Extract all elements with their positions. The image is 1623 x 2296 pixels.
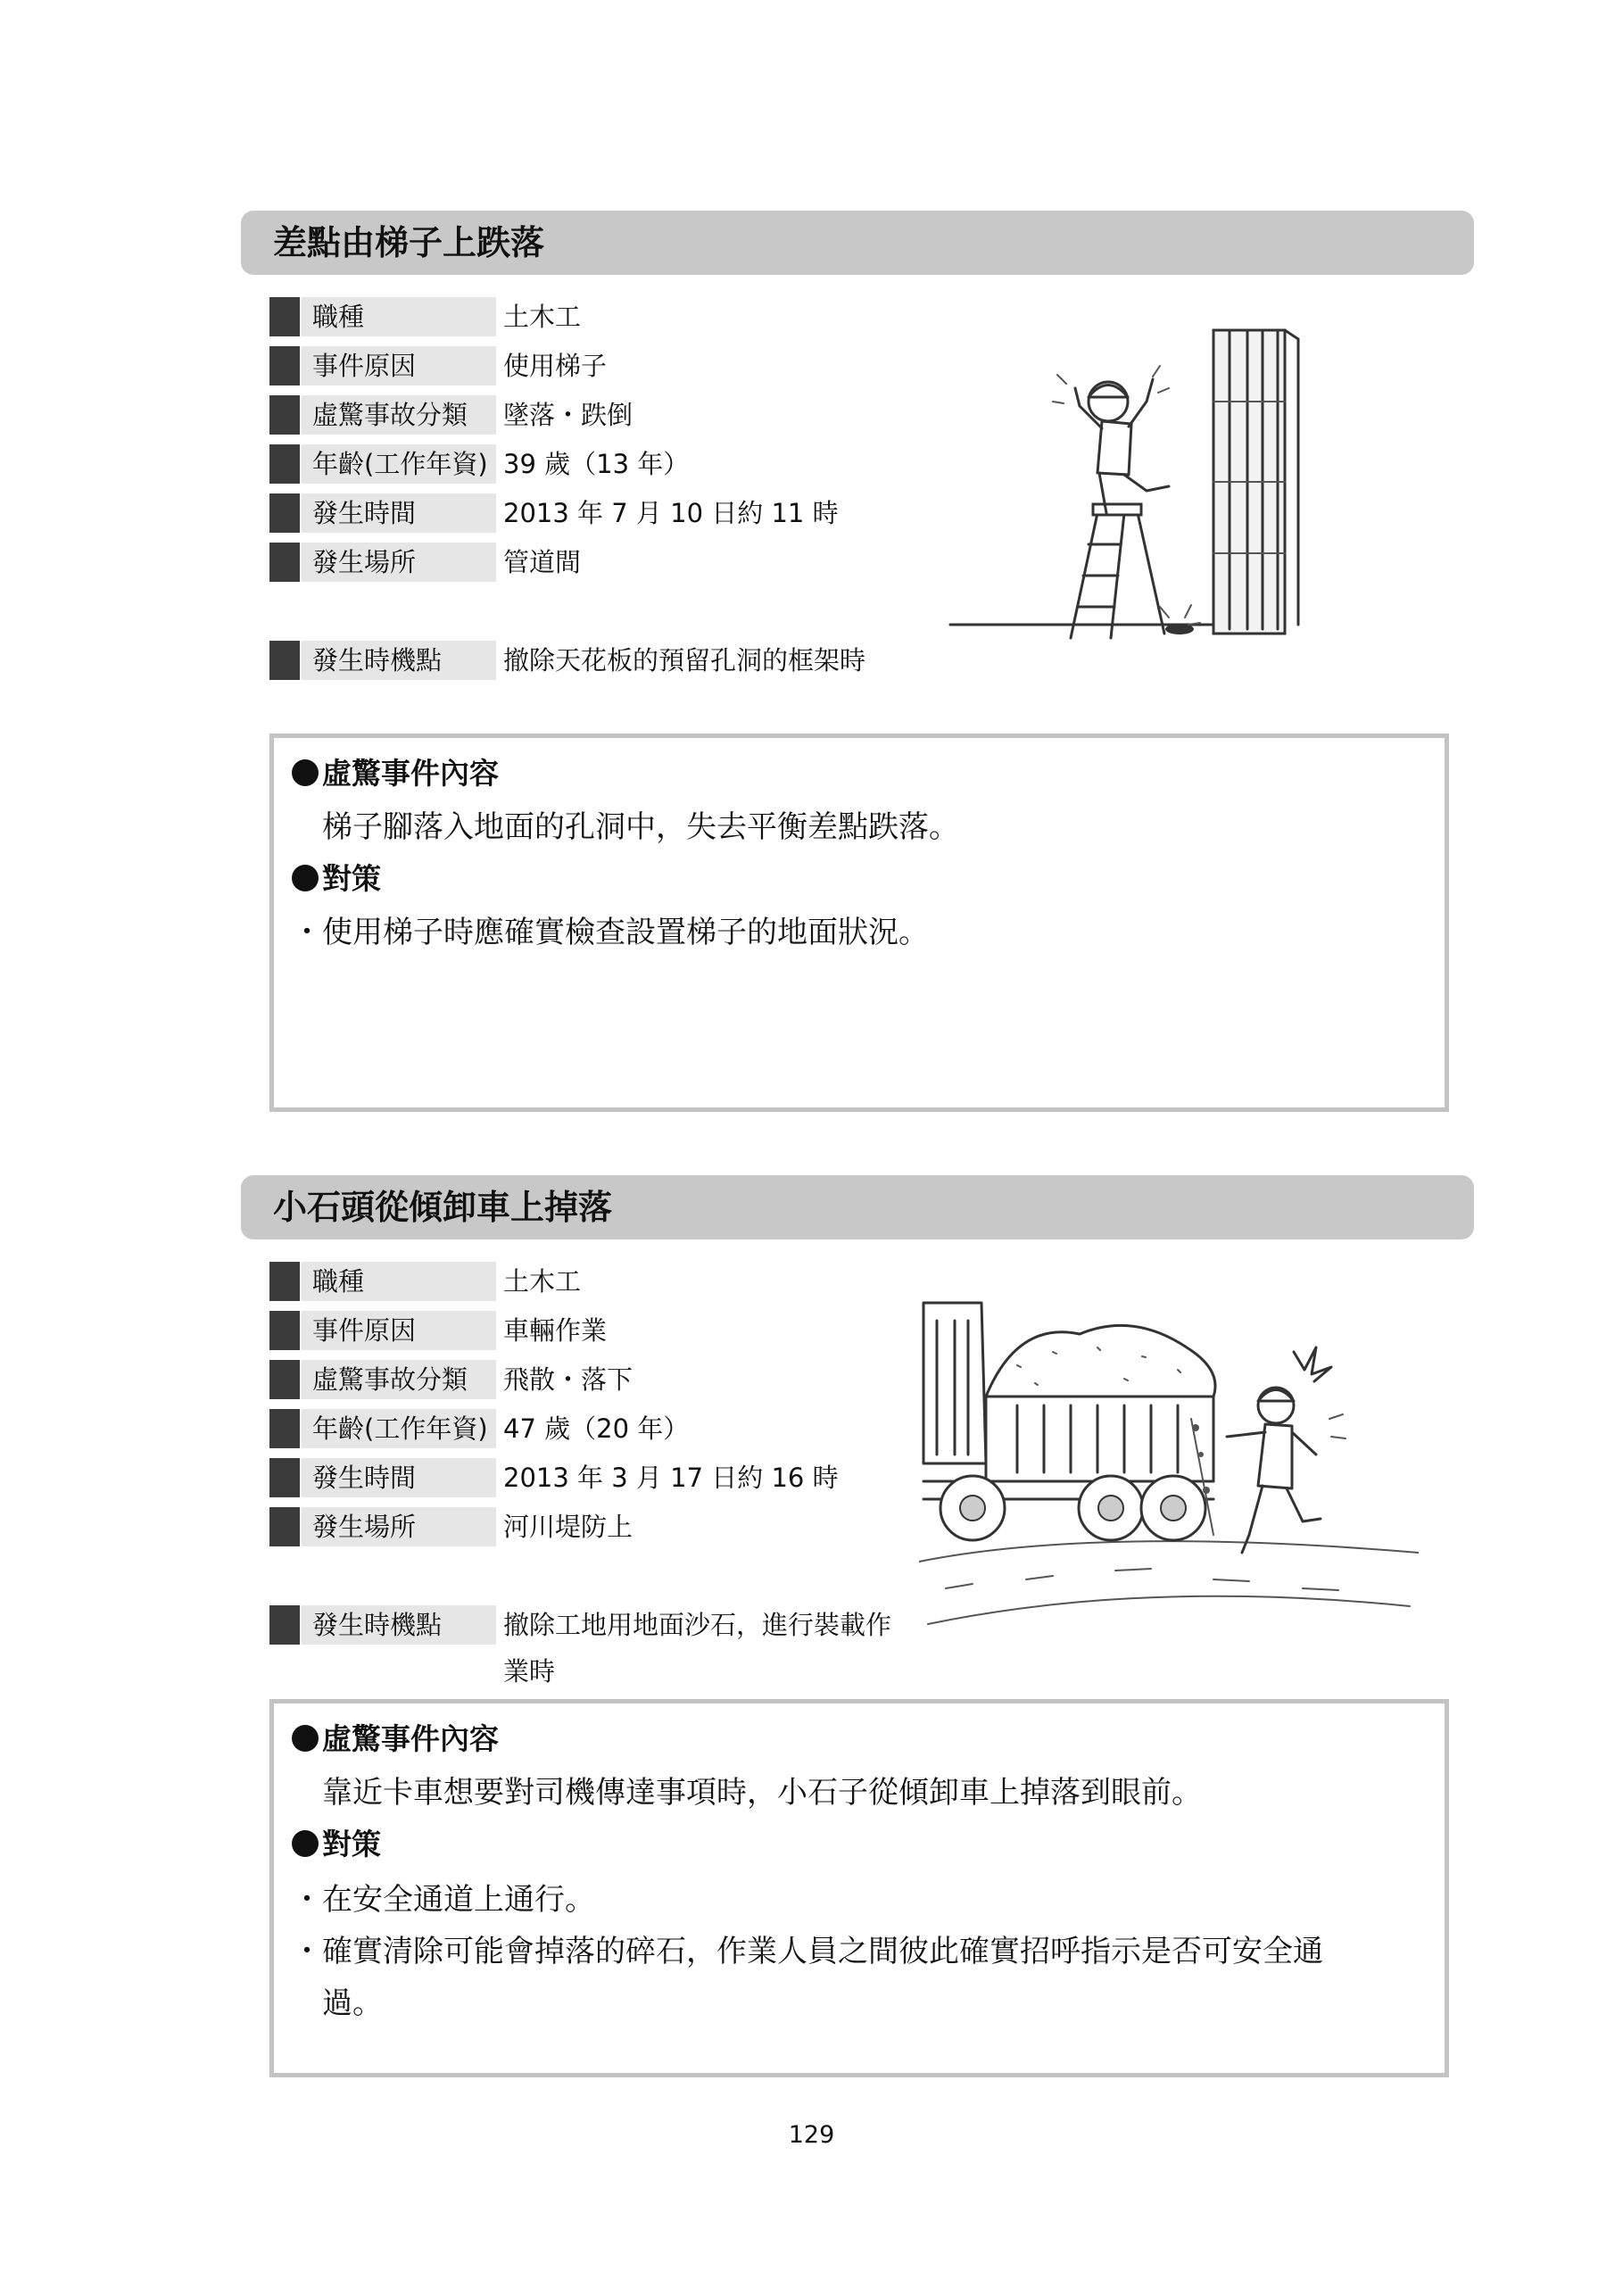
info-value: 河川堤防上	[503, 1512, 633, 1542]
row-marker	[269, 543, 300, 582]
info-value: 2013 年 3 月 17 日約 16 時	[503, 1463, 839, 1493]
info-label: 發生時機點	[302, 641, 496, 680]
info-label: 事件原因	[302, 1311, 496, 1350]
heading-text: 對策	[322, 861, 381, 896]
info-label: 事件原因	[302, 346, 496, 385]
heading-text: 對策	[322, 1827, 381, 1861]
section-1-detail-box	[269, 734, 1449, 1112]
info-label: 年齡(工作年資)	[302, 444, 496, 484]
row-marker	[269, 1605, 300, 1645]
measures-heading	[292, 856, 381, 898]
info-value: 車輛作業	[503, 1315, 608, 1346]
measure-item: ・確實清除可能會掉落的碎石，作業人員之間彼此確實招呼指示是否可安全通	[292, 1934, 1323, 1969]
section-1-title-bar	[241, 211, 1474, 275]
measure-item: ・使用梯子時應確實檢查設置梯子的地面狀況。	[292, 915, 929, 950]
heading-text: 虛驚事件內容	[322, 1721, 499, 1756]
row-marker	[269, 1311, 300, 1350]
incident-content-text: 靠近卡車想要對司機傳達事項時，小石子從傾卸車上掉落到眼前。	[322, 1775, 1202, 1811]
incident-content-text: 梯子腳落入地面的孔洞中，失去平衡差點跌落。	[322, 809, 959, 845]
section-2-title-bar	[241, 1175, 1474, 1239]
row-marker	[269, 346, 300, 385]
page-number: 129	[788, 2121, 835, 2149]
measure-item-continuation: 過。	[322, 1985, 383, 2021]
info-value: 墜落・跌倒	[503, 400, 633, 430]
heading-text: 虛驚事件內容	[322, 756, 499, 791]
info-value: 土木工	[503, 1266, 582, 1297]
info-label: 發生時間	[302, 1458, 496, 1497]
row-marker	[269, 1458, 300, 1497]
info-value: 撤除天花板的預留孔洞的框架時	[503, 645, 866, 676]
section-2-title: 小石頭從傾卸車上掉落	[273, 1188, 613, 1227]
info-value: 飛散・落下	[503, 1364, 633, 1395]
row-marker	[269, 1409, 300, 1448]
measure-item: ・在安全通道上通行。	[292, 1882, 595, 1918]
incident-content-heading	[292, 1716, 499, 1758]
info-label: 發生場所	[302, 1507, 496, 1546]
row-marker	[269, 1360, 300, 1399]
bullet-dot-icon	[292, 865, 319, 891]
row-marker	[269, 493, 300, 533]
info-value: 39 歲（13 年）	[503, 449, 690, 479]
info-value: 2013 年 7 月 10 日約 11 時	[503, 498, 839, 528]
row-marker	[269, 1507, 300, 1546]
info-label: 虛驚事故分類	[302, 1360, 496, 1399]
info-label: 職種	[302, 1262, 496, 1301]
info-value: 使用梯子	[503, 351, 608, 381]
ladder-fall-illustration	[946, 321, 1321, 660]
row-marker	[269, 444, 300, 484]
info-label: 發生場所	[302, 543, 496, 582]
info-value: 撤除工地用地面沙石，進行裝載作業時	[503, 1610, 892, 1687]
row-marker	[269, 395, 300, 435]
section-1-title: 差點由梯子上跌落	[273, 223, 545, 262]
bullet-dot-icon	[292, 1725, 319, 1752]
bullet-dot-icon	[292, 1830, 319, 1857]
info-label: 發生時機點	[302, 1605, 496, 1645]
info-label: 發生時間	[302, 493, 496, 533]
info-label: 職種	[302, 297, 496, 336]
incident-content-heading	[292, 750, 499, 792]
dump-truck-illustration	[919, 1285, 1419, 1660]
bullet-dot-icon	[292, 759, 319, 786]
row-marker	[269, 297, 300, 336]
info-label: 虛驚事故分類	[302, 395, 496, 435]
info-value: 管道間	[503, 547, 582, 577]
row-marker	[269, 1262, 300, 1301]
measures-heading	[292, 1821, 381, 1863]
section-2-detail-box	[269, 1699, 1449, 2077]
row-marker	[269, 641, 300, 680]
info-value: 土木工	[503, 302, 582, 332]
info-label: 年齡(工作年資)	[302, 1409, 496, 1448]
info-value: 47 歲（20 年）	[503, 1413, 690, 1444]
